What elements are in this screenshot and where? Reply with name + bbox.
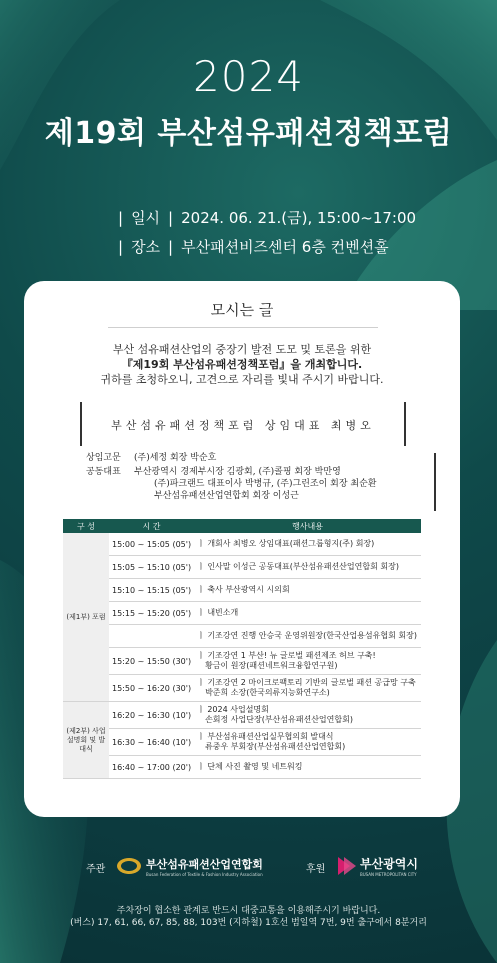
intro-line: 부산 섬유패션산업의 중장기 발전 도모 및 토론을 위한: [112, 343, 372, 356]
time-cell: 15:05 ~ 15:10 (05'): [109, 556, 194, 579]
table-row: [63, 625, 421, 648]
note-line: (버스) 17, 61, 66, 67, 85, 88, 103번 (지하철) 1호선 범일역 7번, 9번 출구에서 8분거리: [70, 918, 427, 928]
advisor-label: 상임고문: [86, 453, 121, 463]
event-title: 제19회 부산섬유패션정책포럼: [44, 116, 453, 151]
time-cell: 15:00 ~ 15:05 (05'): [109, 533, 194, 556]
table-row: [63, 556, 421, 579]
event-title-text: ㅣ 기조강연 1 부산! 뉴 글로벌 패션제조 허브 구축!: [197, 651, 376, 660]
signature-text: 부산섬유패션정책포럼 상임대표 최병오: [111, 419, 375, 432]
host-subtitle: Busan Federation of Textile & Fashion Industry Association: [146, 872, 263, 877]
header-cell: 행사내용: [194, 519, 421, 533]
time-cell: 15:10 ~ 15:15 (05'): [109, 579, 194, 602]
co-rep-line: (주)파크랜드 대표이사 박병규, (주)그린조이 회장 최순환: [154, 479, 377, 489]
event-speaker: 손회정 사업단장(부산섬유패션산업연합회): [205, 715, 353, 724]
time-cell: 15:50 ~ 16:20 (30'): [109, 675, 194, 702]
organizers-border: [434, 453, 436, 511]
co-rep-line: 부산광역시 경제부시장 김광회, (주)콜핑 회장 박만영: [134, 467, 341, 477]
event-cell: ㅣ 내빈소개: [194, 602, 421, 625]
header-cell: 시 간: [109, 519, 194, 533]
date-info: [110, 207, 416, 228]
host-logo: [116, 853, 306, 883]
table-row: [63, 602, 421, 625]
date-value: 2024. 06. 21.(금), 15:00~17:00: [181, 209, 417, 227]
event-title-text: ㅣ 기조강연 2 마이크로팩토리 기반의 글로벌 패션 공급망 구축: [197, 678, 416, 687]
place-info: [110, 236, 389, 257]
busan-city-logo-icon: [336, 855, 358, 877]
event-cell: [194, 702, 421, 729]
event-speaker: 류중우 부회장(부산섬유패션산업연합회): [205, 742, 346, 751]
table-row: [63, 729, 421, 756]
group-cell: (제2부) 사업설명회 및 발대식: [63, 702, 109, 779]
place-label: 장소: [131, 238, 161, 256]
support-logo: [336, 853, 446, 883]
table-row: [63, 579, 421, 602]
divider-bar: |: [118, 209, 124, 227]
transport-note: [0, 905, 497, 929]
event-cell: ㅣ 단체 사진 촬영 및 네트워킹: [194, 756, 421, 779]
time-cell: 16:30 ~ 16:40 (10'): [109, 729, 194, 756]
header-cell: 구 성: [63, 519, 109, 533]
schedule-table: [63, 519, 421, 779]
event-year: 2024: [193, 52, 304, 101]
table-row: [63, 648, 421, 675]
host-name: 부산섬유패션산업연합회: [146, 858, 263, 871]
time-cell: 15:15 ~ 15:20 (05'): [109, 602, 194, 625]
event-cell: ㅣ 축사 부산광역시 시의회: [194, 579, 421, 602]
advisor-value: (주)세정 회장 박순호: [134, 453, 217, 463]
table-row: [63, 702, 421, 729]
card-title: 모시는 글: [210, 301, 274, 319]
event-cell: [194, 648, 421, 675]
event-cell: [194, 729, 421, 756]
co-rep-label: 공동대표: [86, 467, 121, 477]
divider-bar: |: [168, 209, 174, 227]
event-title-text: ㅣ 2024 사업설명회: [197, 705, 269, 714]
co-rep-line: 부산섬유패션산업연합회 회장 이성근: [154, 491, 299, 501]
support-label: 후원: [306, 864, 326, 875]
divider-bar: |: [168, 238, 174, 256]
intro-line: 귀하를 초청하오니, 고견으로 자리를 빛내 주시기 바랍니다.: [100, 373, 384, 386]
event-title-text: ㅣ 부산섬유패션산업실무협의회 발대식: [197, 732, 334, 741]
event-speaker: 박준희 소장(한국의류지능화연구소): [205, 688, 330, 697]
divider-bar: |: [118, 238, 124, 256]
note-line: 주차장이 협소한 관계로 반드시 대중교통을 이용해주시기 바랍니다.: [116, 906, 381, 916]
schedule-header: [63, 519, 421, 533]
event-cell: ㅣ 개회사 최병오 상임대표(패션그룹형지(주) 회장): [194, 533, 421, 556]
host-label: 주관: [86, 864, 106, 875]
event-cell: ㅣ 기조강연 진행 안승국 운영위원장(한국산업용섬유협회 회장): [194, 625, 421, 648]
group-cell: (제1부) 포럼: [63, 533, 109, 702]
event-speaker: 황금이 원장(패션네트워크융합연구원): [205, 661, 338, 670]
time-cell: [109, 625, 194, 648]
table-row: [63, 533, 421, 556]
support-name: 부산광역시: [360, 857, 418, 871]
host-emblem-icon: [116, 857, 142, 875]
support-subtitle: BUSAN METROPOLITAN CITY: [360, 872, 417, 877]
table-row: [63, 675, 421, 702]
organizers-block: [86, 453, 436, 511]
event-cell: [194, 675, 421, 702]
time-cell: 16:40 ~ 17:00 (20'): [109, 756, 194, 779]
intro-line: 『제19회 부산섬유패션정책포럼』을 개최합니다.: [121, 358, 363, 371]
invitation-intro: [24, 342, 460, 387]
date-label: 일시: [131, 209, 161, 227]
signature-block: [80, 402, 406, 446]
time-cell: 16:20 ~ 16:30 (10'): [109, 702, 194, 729]
event-cell: ㅣ 인사말 이성근 공동대표(부산섬유패션산업연합회 회장): [194, 556, 421, 579]
invitation-card: [24, 281, 460, 817]
place-value: 부산패션비즈센터 6층 컨벤션홀: [181, 238, 389, 256]
time-cell: 15:20 ~ 15:50 (30'): [109, 648, 194, 675]
card-divider: [108, 327, 378, 328]
table-row: [63, 756, 421, 779]
